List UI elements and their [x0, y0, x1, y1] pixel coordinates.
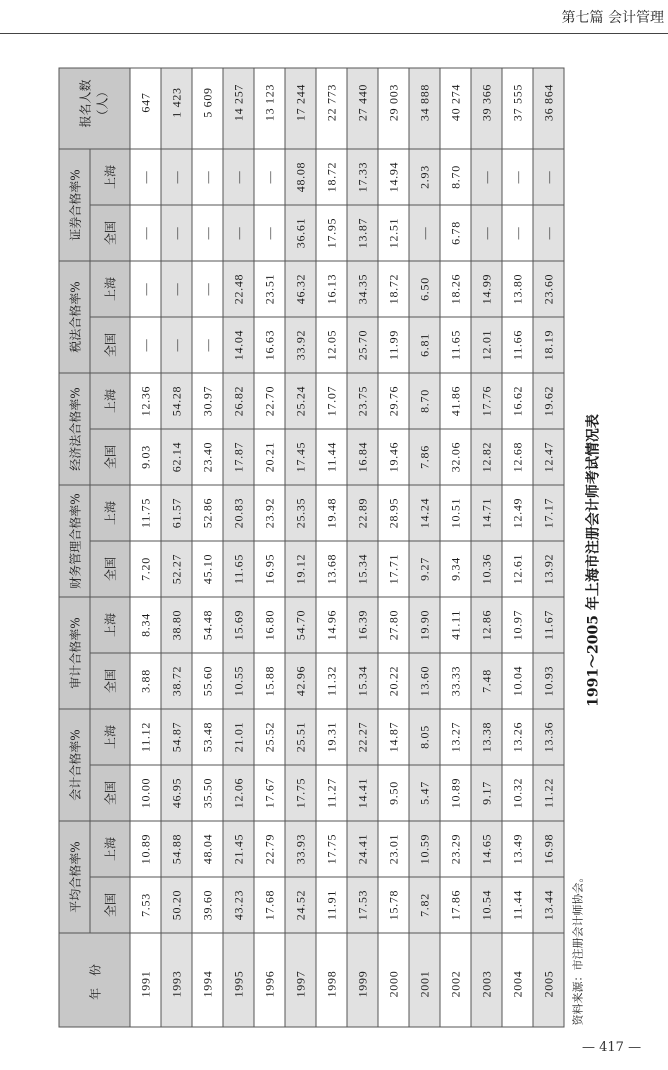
- shanghai-rate-cell: 25.52: [254, 709, 285, 765]
- shanghai-rate-cell: 30.97: [192, 373, 223, 429]
- shanghai-rate-cell: 14.24: [409, 485, 440, 541]
- national-rate-cell: 9.03: [130, 429, 161, 485]
- shanghai-rate-cell: —: [223, 149, 254, 205]
- shanghai-rate-cell: 10.97: [502, 597, 533, 653]
- national-rate-cell: 17.68: [254, 877, 285, 933]
- national-rate-cell: 12.01: [471, 317, 502, 373]
- national-rate-cell: 11.66: [502, 317, 533, 373]
- year-cell: 1996: [254, 933, 285, 1027]
- national-rate-cell: —: [192, 317, 223, 373]
- shanghai-rate-cell: —: [161, 149, 192, 205]
- shanghai-rate-cell: —: [533, 149, 564, 205]
- page-number: — 417 —: [582, 1040, 642, 1055]
- group-header-audit-pass-rate: 审计合格率%: [59, 597, 90, 709]
- table-row: [316, 68, 347, 1027]
- shanghai-rate-cell: 17.33: [347, 149, 378, 205]
- national-rate-cell: —: [533, 205, 564, 261]
- national-rate-cell: 20.22: [378, 653, 409, 709]
- national-rate-cell: 19.46: [378, 429, 409, 485]
- national-rate-cell: 25.70: [347, 317, 378, 373]
- national-rate-cell: 12.05: [316, 317, 347, 373]
- shanghai-rate-cell: 54.88: [161, 821, 192, 877]
- national-rate-cell: 10.55: [223, 653, 254, 709]
- national-rate-cell: 17.75: [285, 765, 316, 821]
- table-row: [502, 68, 533, 1027]
- applicants-cell: 36 864: [533, 68, 564, 149]
- sub-header-national: 全国: [90, 429, 130, 485]
- table-row: [409, 68, 440, 1027]
- shanghai-rate-cell: 10.51: [440, 485, 471, 541]
- table-row: [440, 68, 471, 1027]
- shanghai-rate-cell: 25.51: [285, 709, 316, 765]
- shanghai-rate-cell: 17.76: [471, 373, 502, 429]
- national-rate-cell: 7.20: [130, 541, 161, 597]
- shanghai-rate-cell: 54.70: [285, 597, 316, 653]
- national-rate-cell: 9.27: [409, 541, 440, 597]
- national-rate-cell: 10.36: [471, 541, 502, 597]
- national-rate-cell: 12.82: [471, 429, 502, 485]
- national-rate-cell: —: [161, 205, 192, 261]
- table-row: [285, 68, 316, 1027]
- national-rate-cell: 17.53: [347, 877, 378, 933]
- shanghai-rate-cell: 19.48: [316, 485, 347, 541]
- sub-header-shanghai: 上海: [90, 485, 130, 541]
- applicants-cell: 1 423: [161, 68, 192, 149]
- national-rate-cell: 39.60: [192, 877, 223, 933]
- national-rate-cell: 13.92: [533, 541, 564, 597]
- sub-header-shanghai: 上海: [90, 709, 130, 765]
- shanghai-rate-cell: 52.86: [192, 485, 223, 541]
- shanghai-rate-cell: 23.60: [533, 261, 564, 317]
- running-header: 第七篇 会计管理: [561, 10, 664, 26]
- year-cell: 1991: [130, 933, 161, 1027]
- applicants-cell: 22 773: [316, 68, 347, 149]
- national-rate-cell: 33.33: [440, 653, 471, 709]
- national-rate-cell: 13.68: [316, 541, 347, 597]
- shanghai-rate-cell: —: [192, 149, 223, 205]
- applicants-cell: 39 366: [471, 68, 502, 149]
- sub-header-national: 全国: [90, 205, 130, 261]
- applicants-cell: 27 440: [347, 68, 378, 149]
- shanghai-rate-cell: 16.80: [254, 597, 285, 653]
- applicants-header-label: 报名人数: [78, 79, 92, 128]
- shanghai-rate-cell: 13.36: [533, 709, 564, 765]
- national-rate-cell: —: [130, 205, 161, 261]
- shanghai-rate-cell: 22.70: [254, 373, 285, 429]
- table-title: 1991～2005 年上海市注册会计师考试情况表: [585, 413, 601, 707]
- shanghai-rate-cell: 23.51: [254, 261, 285, 317]
- shanghai-rate-cell: 19.90: [409, 597, 440, 653]
- national-rate-cell: 7.82: [409, 877, 440, 933]
- national-rate-cell: 62.14: [161, 429, 192, 485]
- national-rate-cell: 11.44: [502, 877, 533, 933]
- shanghai-rate-cell: 12.86: [471, 597, 502, 653]
- national-rate-cell: 10.54: [471, 877, 502, 933]
- group-header-financial-management-pass-rate: 财务管理合格率%: [59, 485, 90, 597]
- shanghai-rate-cell: 18.26: [440, 261, 471, 317]
- shanghai-rate-cell: 11.75: [130, 485, 161, 541]
- applicants-cell: 13 123: [254, 68, 285, 149]
- year-cell: 2005: [533, 933, 564, 1027]
- year-cell: 1997: [285, 933, 316, 1027]
- shanghai-rate-cell: 17.75: [316, 821, 347, 877]
- year-cell: 2002: [440, 933, 471, 1027]
- shanghai-rate-cell: 6.50: [409, 261, 440, 317]
- shanghai-rate-cell: 16.62: [502, 373, 533, 429]
- national-rate-cell: 5.47: [409, 765, 440, 821]
- national-rate-cell: 17.87: [223, 429, 254, 485]
- shanghai-rate-cell: 15.69: [223, 597, 254, 653]
- shanghai-rate-cell: 25.35: [285, 485, 316, 541]
- sub-header-shanghai: 上海: [90, 149, 130, 205]
- table-row: [161, 68, 192, 1027]
- shanghai-rate-cell: 14.65: [471, 821, 502, 877]
- national-rate-cell: 36.61: [285, 205, 316, 261]
- national-rate-cell: 18.19: [533, 317, 564, 373]
- year-cell: 2004: [502, 933, 533, 1027]
- national-rate-cell: 11.91: [316, 877, 347, 933]
- year-cell: 2003: [471, 933, 502, 1027]
- group-header-average-pass-rate: 平均合格率%: [59, 821, 90, 933]
- shanghai-rate-cell: 22.79: [254, 821, 285, 877]
- shanghai-rate-cell: 8.70: [409, 373, 440, 429]
- national-rate-cell: 14.04: [223, 317, 254, 373]
- applicants-cell: 5 609: [192, 68, 223, 149]
- national-rate-cell: 20.21: [254, 429, 285, 485]
- national-rate-cell: 9.50: [378, 765, 409, 821]
- national-rate-cell: 55.60: [192, 653, 223, 709]
- shanghai-rate-cell: 14.87: [378, 709, 409, 765]
- national-rate-cell: 12.47: [533, 429, 564, 485]
- national-rate-cell: 11.44: [316, 429, 347, 485]
- shanghai-rate-cell: 23.75: [347, 373, 378, 429]
- shanghai-rate-cell: 41.11: [440, 597, 471, 653]
- national-rate-cell: 11.65: [440, 317, 471, 373]
- national-rate-cell: 50.20: [161, 877, 192, 933]
- shanghai-rate-cell: —: [254, 149, 285, 205]
- shanghai-rate-cell: 11.67: [533, 597, 564, 653]
- national-rate-cell: 10.93: [533, 653, 564, 709]
- national-rate-cell: 45.10: [192, 541, 223, 597]
- shanghai-rate-cell: 18.72: [378, 261, 409, 317]
- shanghai-rate-cell: 23.29: [440, 821, 471, 877]
- national-rate-cell: 17.71: [378, 541, 409, 597]
- shanghai-rate-cell: 12.49: [502, 485, 533, 541]
- shanghai-rate-cell: 61.57: [161, 485, 192, 541]
- shanghai-rate-cell: —: [130, 149, 161, 205]
- shanghai-rate-cell: 8.70: [440, 149, 471, 205]
- national-rate-cell: —: [409, 205, 440, 261]
- national-rate-cell: 7.53: [130, 877, 161, 933]
- group-header-tax-law-pass-rate: 税法合格率%: [59, 261, 90, 373]
- year-cell: 2001: [409, 933, 440, 1027]
- national-rate-cell: 11.65: [223, 541, 254, 597]
- applicants-cell: 17 244: [285, 68, 316, 149]
- shanghai-rate-cell: 16.13: [316, 261, 347, 317]
- national-rate-cell: 9.34: [440, 541, 471, 597]
- national-rate-cell: 12.61: [502, 541, 533, 597]
- national-rate-cell: —: [471, 205, 502, 261]
- national-rate-cell: 32.06: [440, 429, 471, 485]
- national-rate-cell: 14.41: [347, 765, 378, 821]
- shanghai-rate-cell: 53.48: [192, 709, 223, 765]
- national-rate-cell: —: [161, 317, 192, 373]
- shanghai-rate-cell: 22.27: [347, 709, 378, 765]
- shanghai-rate-cell: —: [471, 149, 502, 205]
- national-rate-cell: 15.34: [347, 541, 378, 597]
- shanghai-rate-cell: 22.89: [347, 485, 378, 541]
- applicants-cell: 34 888: [409, 68, 440, 149]
- national-rate-cell: 52.27: [161, 541, 192, 597]
- shanghai-rate-cell: 16.98: [533, 821, 564, 877]
- national-rate-cell: 16.63: [254, 317, 285, 373]
- national-rate-cell: 19.12: [285, 541, 316, 597]
- national-rate-cell: 24.52: [285, 877, 316, 933]
- national-rate-cell: 35.50: [192, 765, 223, 821]
- national-rate-cell: 12.68: [502, 429, 533, 485]
- shanghai-rate-cell: 20.83: [223, 485, 254, 541]
- national-rate-cell: 12.06: [223, 765, 254, 821]
- year-header: 年 份: [59, 933, 130, 1027]
- national-rate-cell: 10.04: [502, 653, 533, 709]
- sub-header-shanghai: 上海: [90, 261, 130, 317]
- source-footnote: 资料来源：市注册会计师协会。: [571, 871, 584, 1025]
- national-rate-cell: —: [130, 317, 161, 373]
- national-rate-cell: 42.96: [285, 653, 316, 709]
- shanghai-rate-cell: 17.17: [533, 485, 564, 541]
- national-rate-cell: 17.67: [254, 765, 285, 821]
- national-rate-cell: 17.86: [440, 877, 471, 933]
- sub-header-national: 全国: [90, 317, 130, 373]
- shanghai-rate-cell: 17.07: [316, 373, 347, 429]
- national-rate-cell: —: [502, 205, 533, 261]
- national-rate-cell: 10.00: [130, 765, 161, 821]
- national-rate-cell: —: [254, 205, 285, 261]
- applicants-cell: 647: [130, 68, 161, 149]
- shanghai-rate-cell: 19.62: [533, 373, 564, 429]
- shanghai-rate-cell: 19.31: [316, 709, 347, 765]
- national-rate-cell: 23.40: [192, 429, 223, 485]
- shanghai-rate-cell: 23.01: [378, 821, 409, 877]
- table-row: [130, 68, 161, 1027]
- shanghai-rate-cell: 10.89: [130, 821, 161, 877]
- national-rate-cell: —: [223, 205, 254, 261]
- group-header-economic-law-pass-rate: 经济法合格率%: [59, 373, 90, 485]
- national-rate-cell: 6.78: [440, 205, 471, 261]
- shanghai-rate-cell: —: [192, 261, 223, 317]
- table-body: [130, 68, 564, 1027]
- shanghai-rate-cell: 18.72: [316, 149, 347, 205]
- shanghai-rate-cell: 13.80: [502, 261, 533, 317]
- shanghai-rate-cell: 16.39: [347, 597, 378, 653]
- shanghai-rate-cell: 13.49: [502, 821, 533, 877]
- national-rate-cell: 7.86: [409, 429, 440, 485]
- shanghai-rate-cell: 8.34: [130, 597, 161, 653]
- shanghai-rate-cell: 10.59: [409, 821, 440, 877]
- national-rate-cell: 15.88: [254, 653, 285, 709]
- national-rate-cell: 17.45: [285, 429, 316, 485]
- shanghai-rate-cell: 11.12: [130, 709, 161, 765]
- national-rate-cell: 38.72: [161, 653, 192, 709]
- applicants-cell: 14 257: [223, 68, 254, 149]
- national-rate-cell: 13.44: [533, 877, 564, 933]
- national-rate-cell: 43.23: [223, 877, 254, 933]
- shanghai-rate-cell: 23.92: [254, 485, 285, 541]
- table-row: [471, 68, 502, 1027]
- shanghai-rate-cell: 25.24: [285, 373, 316, 429]
- national-rate-cell: 10.89: [440, 765, 471, 821]
- shanghai-rate-cell: 21.45: [223, 821, 254, 877]
- national-rate-cell: 3.88: [130, 653, 161, 709]
- table-row: [347, 68, 378, 1027]
- year-cell: 1998: [316, 933, 347, 1027]
- shanghai-rate-cell: 24.41: [347, 821, 378, 877]
- applicants-header-unit: （人）: [95, 85, 109, 122]
- shanghai-rate-cell: 14.99: [471, 261, 502, 317]
- national-rate-cell: 11.99: [378, 317, 409, 373]
- national-rate-cell: 16.95: [254, 541, 285, 597]
- shanghai-rate-cell: —: [130, 261, 161, 317]
- shanghai-rate-cell: 54.87: [161, 709, 192, 765]
- exam-results-table: [58, 67, 564, 1027]
- year-cell: 1999: [347, 933, 378, 1027]
- shanghai-rate-cell: 13.27: [440, 709, 471, 765]
- sub-header-row: [90, 68, 130, 1027]
- shanghai-rate-cell: 12.36: [130, 373, 161, 429]
- shanghai-rate-cell: 14.71: [471, 485, 502, 541]
- shanghai-rate-cell: 27.80: [378, 597, 409, 653]
- applicants-cell: 29 003: [378, 68, 409, 149]
- shanghai-rate-cell: 54.48: [192, 597, 223, 653]
- national-rate-cell: 46.95: [161, 765, 192, 821]
- national-rate-cell: 17.95: [316, 205, 347, 261]
- applicants-cell: 40 274: [440, 68, 471, 149]
- shanghai-rate-cell: 13.26: [502, 709, 533, 765]
- national-rate-cell: 12.51: [378, 205, 409, 261]
- table-row: [223, 68, 254, 1027]
- shanghai-rate-cell: 48.04: [192, 821, 223, 877]
- national-rate-cell: —: [192, 205, 223, 261]
- national-rate-cell: 9.17: [471, 765, 502, 821]
- sub-header-shanghai: 上海: [90, 373, 130, 429]
- year-cell: 1993: [161, 933, 192, 1027]
- national-rate-cell: 10.32: [502, 765, 533, 821]
- national-rate-cell: 7.48: [471, 653, 502, 709]
- national-rate-cell: 15.78: [378, 877, 409, 933]
- national-rate-cell: 16.84: [347, 429, 378, 485]
- national-rate-cell: 13.60: [409, 653, 440, 709]
- group-header-accounting-pass-rate: 会计合格率%: [59, 709, 90, 821]
- shanghai-rate-cell: 34.35: [347, 261, 378, 317]
- shanghai-rate-cell: 29.76: [378, 373, 409, 429]
- shanghai-rate-cell: 22.48: [223, 261, 254, 317]
- group-header-securities-pass-rate: 证券合格率%: [59, 149, 90, 261]
- national-rate-cell: 11.27: [316, 765, 347, 821]
- sub-header-national: 全国: [90, 653, 130, 709]
- sub-header-national: 全国: [90, 541, 130, 597]
- national-rate-cell: 6.81: [409, 317, 440, 373]
- national-rate-cell: 15.34: [347, 653, 378, 709]
- shanghai-rate-cell: 14.96: [316, 597, 347, 653]
- shanghai-rate-cell: 13.38: [471, 709, 502, 765]
- national-rate-cell: 11.32: [316, 653, 347, 709]
- table-row: [533, 68, 564, 1027]
- applicants-cell: 37 555: [502, 68, 533, 149]
- shanghai-rate-cell: 26.82: [223, 373, 254, 429]
- rotated-table-block: [58, 68, 602, 1027]
- sub-header-shanghai: 上海: [90, 597, 130, 653]
- table-row: [254, 68, 285, 1027]
- sub-header-national: 全国: [90, 877, 130, 933]
- shanghai-rate-cell: 14.94: [378, 149, 409, 205]
- year-cell: 2000: [378, 933, 409, 1027]
- applicants-header: [59, 68, 130, 149]
- table-row: [378, 68, 409, 1027]
- shanghai-rate-cell: —: [502, 149, 533, 205]
- group-header-row: [59, 68, 90, 1027]
- shanghai-rate-cell: 2.93: [409, 149, 440, 205]
- header-rule: [0, 33, 668, 34]
- national-rate-cell: 11.22: [533, 765, 564, 821]
- shanghai-rate-cell: 48.08: [285, 149, 316, 205]
- shanghai-rate-cell: 28.95: [378, 485, 409, 541]
- sub-header-national: 全国: [90, 765, 130, 821]
- shanghai-rate-cell: 21.01: [223, 709, 254, 765]
- shanghai-rate-cell: 8.05: [409, 709, 440, 765]
- shanghai-rate-cell: 46.32: [285, 261, 316, 317]
- year-cell: 1994: [192, 933, 223, 1027]
- shanghai-rate-cell: —: [161, 261, 192, 317]
- national-rate-cell: 13.87: [347, 205, 378, 261]
- shanghai-rate-cell: 54.28: [161, 373, 192, 429]
- year-cell: 1995: [223, 933, 254, 1027]
- national-rate-cell: 33.92: [285, 317, 316, 373]
- shanghai-rate-cell: 38.80: [161, 597, 192, 653]
- shanghai-rate-cell: 33.93: [285, 821, 316, 877]
- shanghai-rate-cell: 41.86: [440, 373, 471, 429]
- sub-header-shanghai: 上海: [90, 821, 130, 877]
- table-row: [192, 68, 223, 1027]
